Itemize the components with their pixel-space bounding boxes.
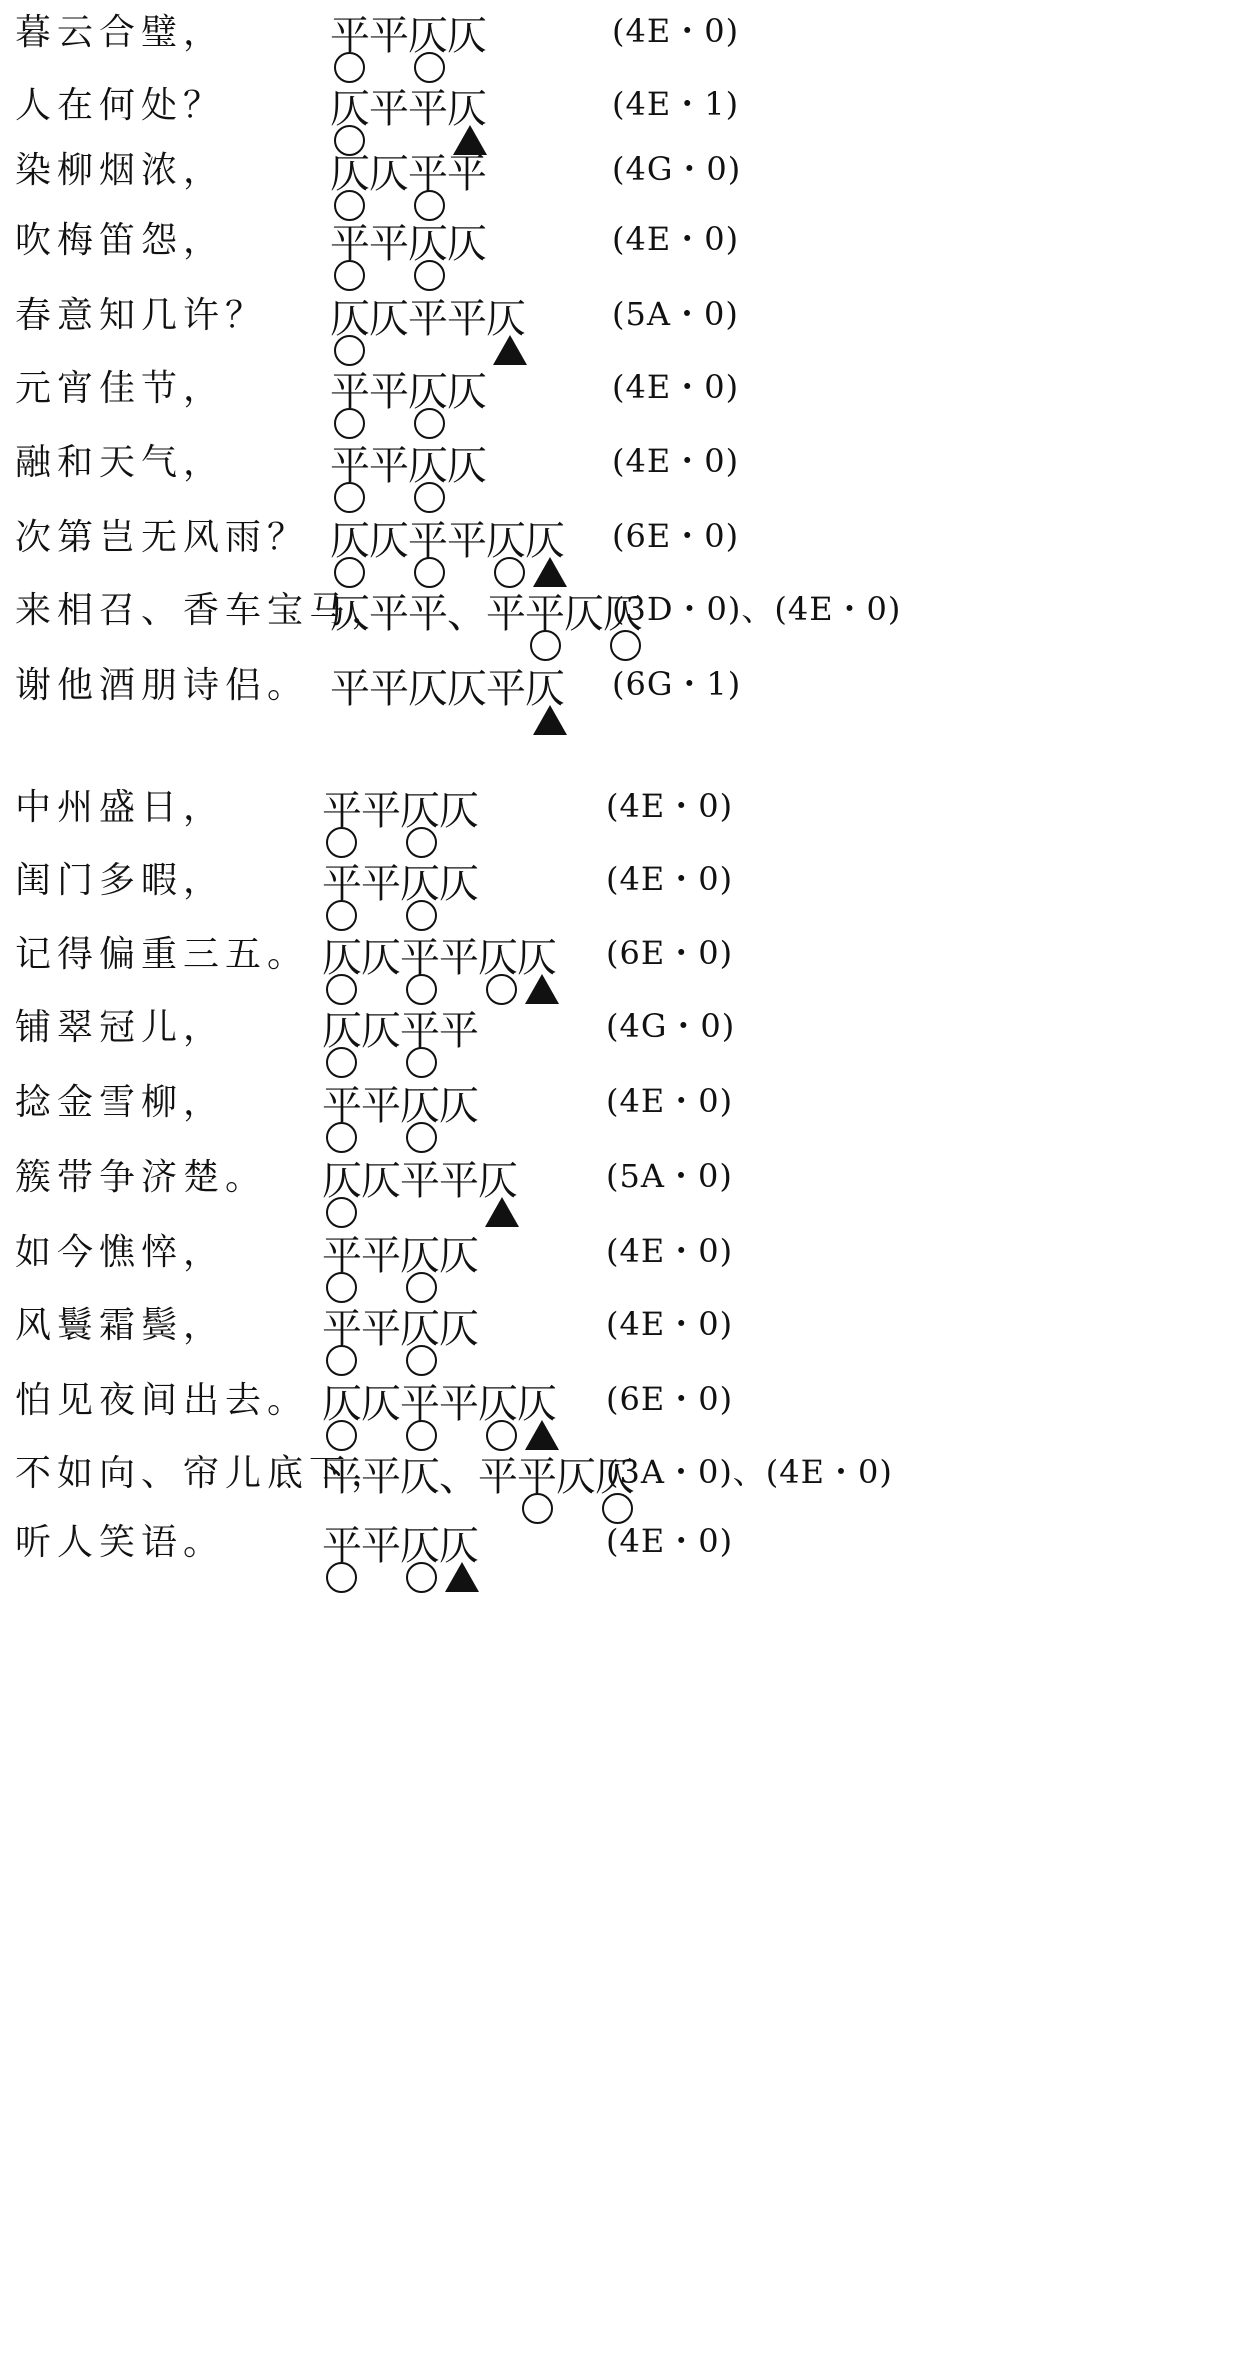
rhythm-marks	[330, 705, 930, 739]
verse-line-text: 来相召、香车宝马，	[15, 590, 394, 631]
pattern-code: (3A・0)、(4E・0)	[606, 1453, 893, 1491]
pattern-code: (6G・1)	[612, 665, 742, 703]
pattern-code: (5A・0)	[606, 1157, 733, 1195]
pattern-code: (5A・0)	[612, 295, 739, 333]
pattern-code: (4E・0)	[606, 1232, 734, 1270]
verse-row	[0, 1514, 1243, 1614]
verse-line-text: 簇带争济楚。	[15, 1157, 268, 1198]
verse-line-text: 吹梅笛怨，	[15, 220, 226, 261]
pattern-code: (4E・0)	[612, 12, 740, 50]
pattern-code: (4E・0)	[612, 368, 740, 406]
triangle-mark-icon	[485, 1197, 519, 1227]
tone-pattern: 平平仄仄	[322, 861, 478, 907]
tone-pattern: 平平仄仄	[330, 13, 486, 59]
verse-line-text: 如今憔悴，	[15, 1232, 226, 1273]
pattern-code: (4E・0)	[606, 787, 734, 825]
verse-line-text: 闺门多暇，	[15, 860, 226, 901]
pattern-code: (6E・0)	[612, 517, 740, 555]
tone-pattern: 平平仄仄	[330, 221, 486, 267]
verse-line-text: 记得偏重三五。	[15, 934, 310, 975]
verse-line-text: 次第岂无风雨？	[15, 517, 310, 558]
tone-pattern: 仄仄平平仄仄	[322, 1381, 556, 1427]
pattern-code: (4E・0)	[606, 1305, 734, 1343]
pattern-code: (4E・0)	[612, 442, 740, 480]
pattern-code: (6E・0)	[606, 934, 734, 972]
pattern-code: (4E・0)	[606, 1522, 734, 1560]
circle-mark-icon	[406, 1562, 437, 1593]
verse-line-text: 元宵佳节，	[15, 368, 226, 409]
verse-line-text: 中州盛日，	[15, 787, 226, 828]
tone-pattern: 仄仄平平仄仄	[330, 518, 564, 564]
tone-pattern: 仄仄平平仄	[330, 296, 525, 342]
tone-pattern: 平平仄仄	[322, 788, 478, 834]
pattern-code: (4E・0)	[606, 860, 734, 898]
tone-pattern: 仄平平仄	[330, 86, 486, 132]
pattern-code: (4E・0)	[612, 220, 740, 258]
verse-line-text: 捻金雪柳，	[15, 1082, 226, 1123]
verse-line-text: 谢他酒朋诗侣。	[15, 665, 310, 706]
tone-pattern: 平平仄仄	[322, 1306, 478, 1352]
tone-pattern: 平平仄仄	[322, 1233, 478, 1279]
pattern-code: (3D・0)、(4E・0)	[612, 590, 902, 628]
verse-line-text: 暮云合璧，	[15, 12, 226, 53]
verse-line-text: 融和天气，	[15, 442, 226, 483]
tone-pattern: 平平仄仄平仄	[330, 666, 564, 712]
verse-line-text: 人在何处？	[15, 85, 226, 126]
tone-pattern: 平平仄仄	[330, 443, 486, 489]
verse-line-text: 怕见夜间出去。	[15, 1380, 310, 1421]
tone-pattern: 仄平平、平平仄仄	[330, 591, 642, 637]
tone-pattern: 仄仄平平	[322, 1008, 478, 1054]
tone-pattern: 平平仄仄	[322, 1083, 478, 1129]
circle-mark-icon	[326, 1562, 357, 1593]
triangle-mark-icon	[533, 705, 567, 735]
triangle-mark-icon	[445, 1562, 479, 1592]
verse-line-text: 染柳烟浓，	[15, 150, 226, 191]
verse-line-text: 春意知几许？	[15, 295, 268, 336]
tone-pattern: 平平仄、平平仄仄	[322, 1454, 634, 1500]
verse-line-text: 风鬟霜鬓，	[15, 1305, 226, 1346]
verse-line-text: 听人笑语。	[15, 1522, 226, 1563]
tone-pattern: 平平仄仄	[322, 1523, 478, 1569]
tone-pattern: 仄仄平平仄	[322, 1158, 517, 1204]
pattern-code: (4G・0)	[606, 1007, 736, 1045]
pattern-code: (4G・0)	[612, 150, 742, 188]
tone-pattern: 平平仄仄	[330, 369, 486, 415]
pattern-code: (4E・0)	[606, 1082, 734, 1120]
tone-pattern: 仄仄平平仄仄	[322, 935, 556, 981]
verse-line-text: 不如向、帘儿底下，	[15, 1453, 394, 1494]
tone-pattern: 仄仄平平	[330, 151, 486, 197]
rhythm-marks	[322, 1562, 922, 1596]
verse-row	[0, 657, 1243, 757]
pattern-code: (6E・0)	[606, 1380, 734, 1418]
pattern-code: (4E・1)	[612, 85, 740, 123]
verse-line-text: 铺翠冠儿，	[15, 1007, 226, 1048]
